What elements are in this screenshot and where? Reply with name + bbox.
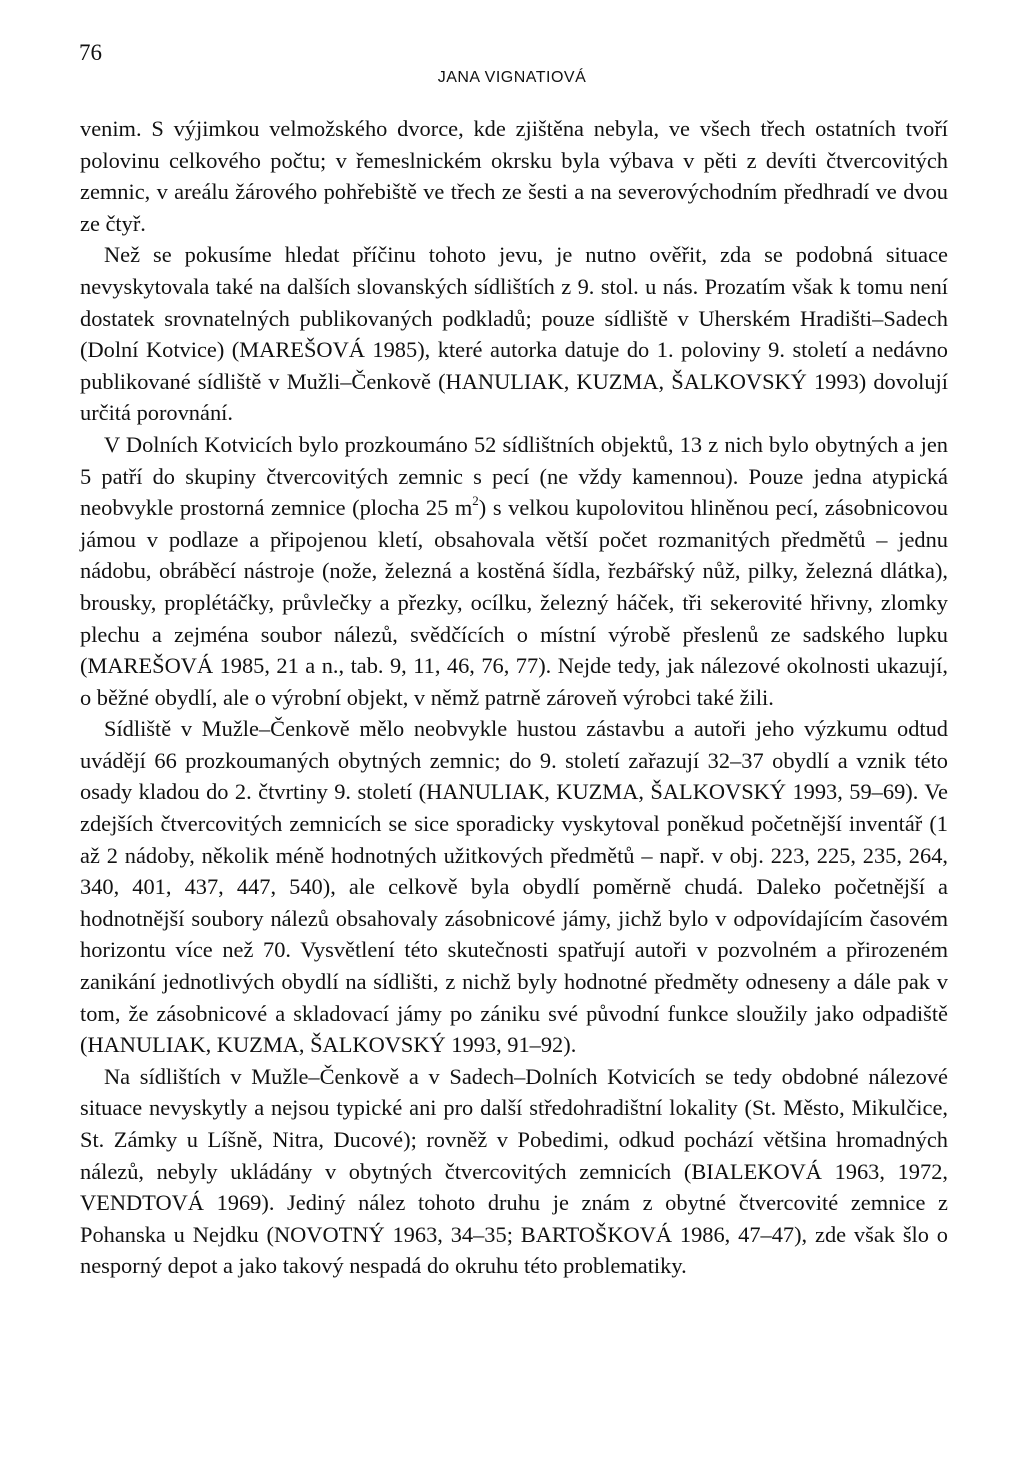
- paragraph-1: venim. S výjimkou velmožského dvorce, kde zjištěna nebyla, ve všech třech ostatních tvoří polovinu celkového počtu; v řemeslnickém okrsku byla výbava v pěti z devíti čtvercovitých zemnic, v areálu žárového pohřebiště ve třech ze šesti a na severovýchodním předhradí ve dvou ze čtyř.: [80, 116, 948, 236]
- running-head: JANA VIGNATIOVÁ: [437, 69, 587, 86]
- paragraph-5: Na sídlištích v Mužle–Čenkově a v Sadech–Dolních Kotvicích se tedy obdobné nálezové situace nevyskytly a nejsou typické ani pro další středohradištní lokality (St. Město, Mikulčice, St. Zámky u Líšně, Nitra, Ducové); rovněž v Pobedimi, odkud pochází většina hromadných nálezů, nebyly ukládány v obytných čtvercovitých zemnicích (BIALEKOVÁ 1963, 1972, VENDTOVÁ 1969). Jediný nález tohoto druhu je znám z obytné čtvercovité zemnice z Pohanska u Nejdku (NOVOTNÝ 1963, 34–35; BARTOŠKOVÁ 1986, 47–47), zde však šlo o nesporný depot a jako takový nespadá do okruhu této problematiky.: [80, 1063, 948, 1279]
- paragraph-3-text-b: ) s velkou kupolovitou hliněnou pecí, zásobnicovou jámou v podlaze a připojenou kletí, obsahovala větší počet rozmanitých předmětů – jednu nádobu, obráběcí nástroje (nože, železná a kostěná šídla, řezbářský nůž, pilky, železná dlátka), brousky, proplétáčky, průvlečky a přezky, ocílku, železný háček, tři sekerovité hřivny, zlomky plechu a zejména soubor nálezů, svědčících o místní výrobě přeslenů ze sadského lupku (MAREŠOVÁ 1985, 21 a n., tab. 9, 11, 46, 76, 77). Nejde tedy, jak nálezové okolnosti ukazují, o běžné obydlí, ale o výrobní objekt, v němž patrně zároveň výrobci také žili.: [80, 495, 948, 710]
- paragraph-3: [80, 429, 948, 713]
- paragraph-4: Sídliště v Mužle–Čenkově mělo neobvykle hustou zástavbu a autoři jeho výzkumu odtud uvádějí 66 prozkoumaných obytných zemnic; do 9. století zařazují 32–37 obydlí a vznik této osady kladou do 2. čtvrtiny 9. století (HANULIAK, KUZMA, ŠALKOVSKÝ 1993, 59–69). Ve zdejších čtvercovitých zemnicích se sice sporadicky vyskytoval poněkud početnější inventář (1 až 2 nádoby, několik méně hodnotných užitkových předmětů – např. v obj. 223, 225, 235, 264, 340, 401, 437, 447, 540), ale celkově byla obydlí poměrně chudá. Daleko početnější a hodnotnější soubory nálezů obsahovaly zásobnicové jámy, jichž bylo v odpovídajícím časovém horizontu více než 70. Vysvětlení této skutečnosti spatřují autoři v pozvolném a přirozeném zanikání jednotlivých obydlí na sídlišti, z nichž byly hodnotné předměty odneseny a dále pak v tom, že zásobnicové a skladovací jámy po zániku své původní funkce sloužily jako odpadiště (HANULIAK, KUZMA, ŠALKOVSKÝ 1993, 91–92).: [80, 716, 948, 1058]
- paragraph-2: Než se pokusíme hledat příčinu tohoto jevu, je nutno ověřit, zda se podobná situace nevyskytovala také na dalších slovanských sídlištích z 9. stol. u nás. Prozatím však k tomu není dostatek srovnatelných publikovaných podkladů; pouze sídliště v Uherském Hradišti–Sadech (Dolní Kotvice) (MAREŠOVÁ 1985), které autorka datuje do 1. poloviny 9. století a nedávno publikované sídliště v Mužli–Čenkově (HANULIAK, KUZMA, ŠALKOVSKÝ 1993) dovolují určitá porovnání.: [80, 242, 948, 426]
- superscript-2: 2: [472, 492, 479, 508]
- paragraph-3-text-a: V Dolních Kotvicích bylo prozkoumáno 52 sídlištních objektů, 13 z nich bylo obytných a jen 5 patří do skupiny čtvercovitých zemnic s pecí (ne vždy kamennou). Pouze jedna atypická neobvykle prostorná zemnice (plocha 25 m: [80, 431, 948, 521]
- page-number: 76: [79, 40, 102, 65]
- body-text: [80, 113, 948, 1282]
